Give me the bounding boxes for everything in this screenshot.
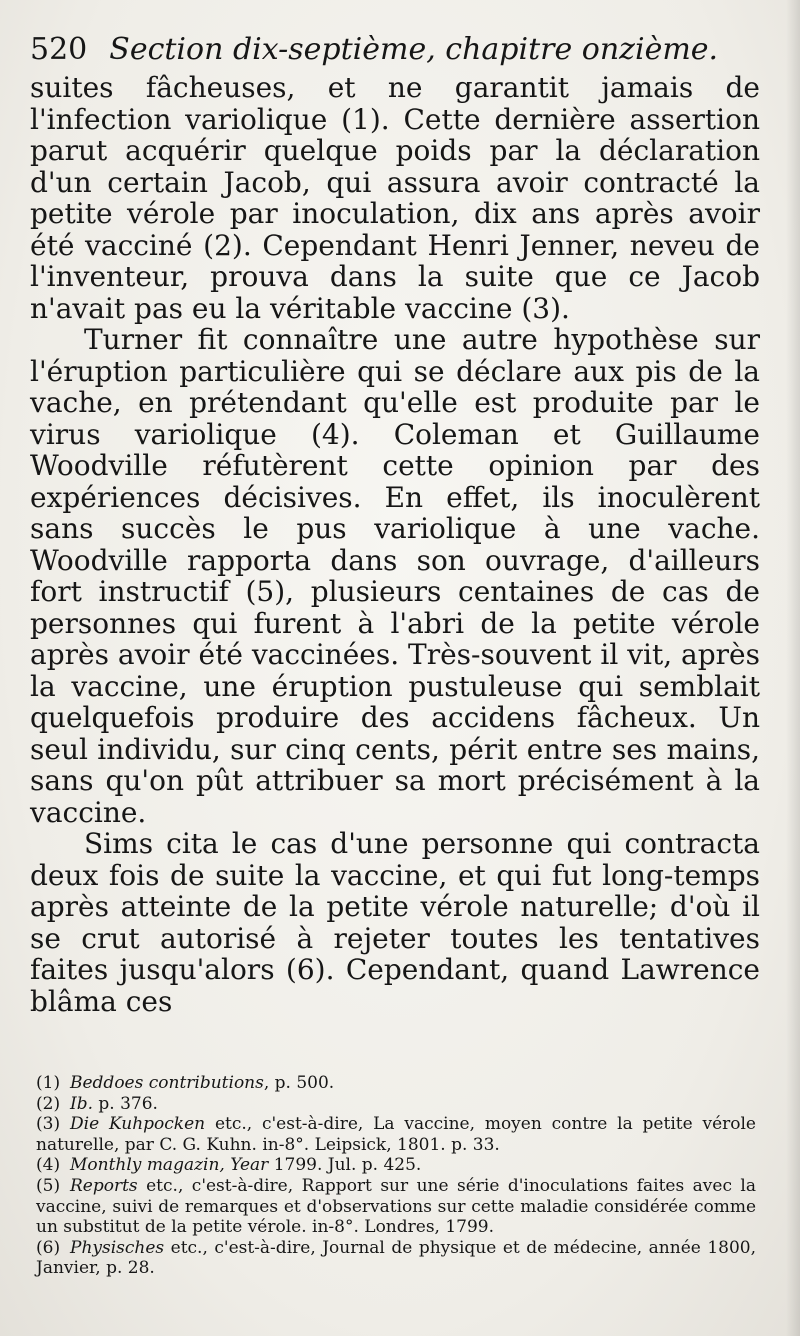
paragraph: Sims cita le cas d'une personne qui contracta deux fois de suite la vaccine, et qui fut long-temps après atteinte de la petite vérole naturelle; d'où il se crut autorisé à rejeter toutes les tentatives faites jusqu'alors (6). Cependant, quand Lawrence blâma ces bbox=[30, 827, 760, 1018]
page-header bbox=[30, 30, 760, 70]
footnote-text: etc., c'est-à-dire, Journal de physique et de médecine, année 1800, Janvier, p. 28. bbox=[36, 1237, 756, 1279]
footnote-mark: (4) bbox=[36, 1155, 61, 1176]
footnote-mark: (2) bbox=[36, 1093, 61, 1114]
footnote-separator bbox=[30, 1017, 760, 1073]
page-number: 520 bbox=[30, 32, 88, 67]
footnote-text: 1799. Jul. p. 425. bbox=[268, 1155, 422, 1176]
footnote bbox=[36, 1155, 756, 1176]
footnote-mark: (1) bbox=[36, 1073, 61, 1093]
footnote-source: Reports bbox=[70, 1175, 138, 1196]
footnote bbox=[36, 1073, 756, 1094]
page-edge-shadow bbox=[786, 0, 800, 1336]
paragraph: Turner fit connaître une autre hypothèse sur l'éruption particulière qui se déclare aux pis de la vache, en prétendant qu'elle est produite par le virus variolique (4). Coleman et Guillaume Woodville réfutèrent cette opinion par des expériences décisives. En effet, ils inoculèrent sans succès le pus variolique à une vache. Woodville rapporta dans son ouvrage, d'ailleurs fort instructif (5), plusieurs centaines de cas de personnes qui furent à l'abri de la petite vérole après avoir été vaccinées. Très-souvent il vit, après la vaccine, une éruption pustuleuse qui semblait quelquefois produire des accidens fâcheux. Un seul individu, sur cinq cents, périt entre ses mains, sans qu'on pût attribuer sa mort précisément à la vaccine. bbox=[30, 323, 760, 829]
footnote-source: Beddoes contributions bbox=[70, 1073, 264, 1093]
paragraph: suites fâcheuses, et ne garantit jamais de l'infection variolique (1). Cette dernière assertion parut acquérir quelque poids par la déclaration d'un certain Jacob, qui assura avoir contracté la petite vérole par inoculation, dix ans après avoir été vacciné (2). Cependant Henri Jenner, neveu de l'inventeur, prouva dans la suite que ce Jacob n'avait pas eu la véritable vaccine (3). bbox=[30, 71, 760, 325]
footnote-mark: (3) bbox=[36, 1114, 61, 1135]
footnote-source: Monthly magazin, Year bbox=[70, 1155, 269, 1176]
footnote-text: , p. 500. bbox=[263, 1073, 335, 1093]
main-text bbox=[30, 72, 760, 1017]
footnote bbox=[36, 1094, 756, 1115]
footnote-mark: (5) bbox=[36, 1175, 61, 1196]
footnotes bbox=[30, 1073, 760, 1279]
footnote-source: Die Kuhpocken bbox=[70, 1114, 206, 1135]
running-title: Section dix-septième, chapitre onzième. bbox=[109, 32, 719, 67]
footnote bbox=[36, 1238, 756, 1279]
footnote-source: Ib. bbox=[70, 1093, 94, 1114]
footnote bbox=[36, 1176, 756, 1238]
footnote bbox=[36, 1114, 756, 1155]
footnote-text: etc., c'est-à-dire, La vaccine, moyen contre la petite vérole naturelle, par C. G. Kuhn. in-8°. Leipsick, 1801. p. 33. bbox=[36, 1114, 756, 1155]
footnote-mark: (6) bbox=[36, 1237, 61, 1258]
footnote-text: p. 376. bbox=[93, 1093, 158, 1114]
footnote-text: etc., c'est-à-dire, Rapport sur une série d'inoculations faites avec la vaccine, suivi de remarques et d'observations sur cette maladie considérée comme un substitut de la petite vérole. in-8°. Londres, 1799. bbox=[36, 1175, 756, 1238]
footnote-source: Physisches bbox=[70, 1237, 165, 1258]
